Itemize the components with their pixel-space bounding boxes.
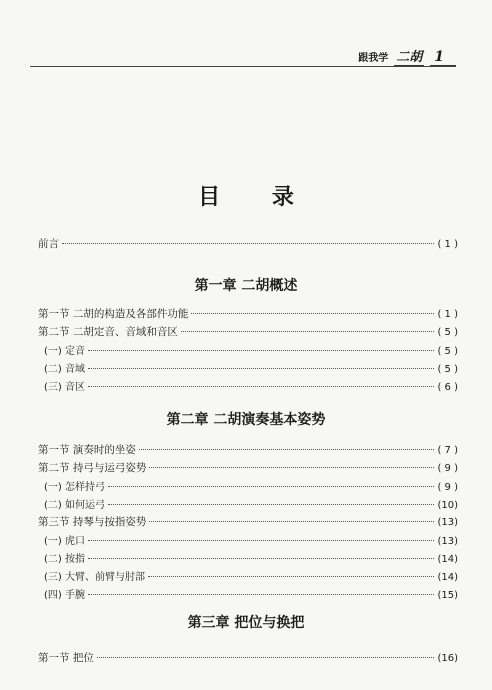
toc-page: ( 9 ) bbox=[437, 463, 458, 474]
toc-label: (二) 音域 bbox=[44, 364, 85, 375]
toc-page: (10) bbox=[437, 500, 458, 511]
toc-page: (14) bbox=[437, 554, 458, 565]
toc-page: ( 6 ) bbox=[437, 382, 458, 393]
toc-label: 第一节 二胡的构造及各部件功能 bbox=[38, 308, 189, 320]
leader-dots bbox=[108, 486, 434, 487]
toc-page: (16) bbox=[437, 653, 458, 664]
toc-label: 前言 bbox=[38, 238, 59, 250]
leader-dots bbox=[88, 350, 434, 351]
leader-dots bbox=[108, 504, 434, 505]
toc-label: 第一节 把位 bbox=[38, 652, 94, 664]
toc-page: (15) bbox=[437, 590, 458, 601]
toc-page: ( 5 ) bbox=[437, 346, 458, 357]
toc-page: ( 5 ) bbox=[437, 364, 458, 375]
running-header bbox=[358, 46, 456, 66]
header-logo: 二胡 bbox=[394, 46, 424, 66]
leader-dots bbox=[149, 467, 434, 468]
toc-row[interactable] bbox=[38, 324, 458, 342]
toc-preface bbox=[38, 236, 458, 254]
toc-chapter-3 bbox=[38, 650, 458, 668]
header-text: 跟我学 bbox=[358, 53, 389, 64]
page-title: 目 录 bbox=[198, 185, 316, 210]
leader-dots bbox=[88, 386, 434, 387]
toc-label: (三) 大臂、前臂与肘部 bbox=[44, 572, 145, 583]
toc-label: (二) 按指 bbox=[44, 554, 85, 565]
leader-dots bbox=[88, 540, 434, 541]
toc-row[interactable] bbox=[38, 568, 458, 586]
toc-row[interactable] bbox=[38, 460, 458, 478]
toc-page: ( 7 ) bbox=[437, 445, 458, 456]
toc-page: (14) bbox=[437, 572, 458, 583]
toc-row[interactable] bbox=[38, 478, 458, 496]
toc-row[interactable] bbox=[38, 442, 458, 460]
toc-label: (一) 虎口 bbox=[44, 536, 85, 547]
leader-dots bbox=[148, 576, 434, 577]
toc-label: (二) 如何运弓 bbox=[44, 500, 105, 511]
leader-dots bbox=[88, 594, 434, 595]
toc-row[interactable] bbox=[38, 306, 458, 324]
toc-label: 第二节 二胡定音、音域和音区 bbox=[38, 326, 178, 338]
toc-label: (一) 定音 bbox=[44, 346, 85, 357]
chapter-title: 第二章 二胡演奏基本姿势 bbox=[166, 412, 326, 428]
leader-dots bbox=[88, 558, 434, 559]
toc-row[interactable] bbox=[38, 236, 458, 254]
toc-label: (四) 手腕 bbox=[44, 590, 85, 601]
toc-row[interactable] bbox=[38, 550, 458, 568]
toc-chapter-2 bbox=[38, 442, 458, 604]
leader-dots bbox=[139, 449, 435, 450]
toc-row[interactable] bbox=[38, 360, 458, 378]
leader-dots bbox=[149, 521, 434, 522]
toc-row[interactable] bbox=[38, 650, 458, 668]
chapter-title: 第一章 二胡概述 bbox=[194, 278, 298, 294]
toc-label: 第三节 持琴与按指姿势 bbox=[38, 516, 147, 528]
leader-dots bbox=[181, 331, 435, 332]
header-rule bbox=[30, 66, 456, 67]
toc-label: (三) 音区 bbox=[44, 382, 85, 393]
toc-row[interactable] bbox=[38, 378, 458, 396]
leader-dots bbox=[62, 243, 434, 244]
leader-dots bbox=[88, 368, 434, 369]
toc-page: ( 1 ) bbox=[437, 239, 458, 250]
toc-row[interactable] bbox=[38, 342, 458, 360]
toc-label: (一) 怎样持弓 bbox=[44, 482, 105, 493]
leader-dots bbox=[97, 657, 435, 658]
toc-page: ( 5 ) bbox=[437, 327, 458, 338]
toc-row[interactable] bbox=[38, 514, 458, 532]
leader-dots bbox=[191, 313, 434, 314]
toc-chapter-1 bbox=[38, 306, 458, 396]
toc-page: (13) bbox=[437, 536, 458, 547]
toc-page: (13) bbox=[437, 517, 458, 528]
chapter-title: 第三章 把位与换把 bbox=[187, 615, 305, 631]
toc-label: 第一节 演奏时的坐姿 bbox=[38, 444, 136, 456]
toc-row[interactable] bbox=[38, 586, 458, 604]
toc-label: 第二节 持弓与运弓姿势 bbox=[38, 462, 147, 474]
toc-row[interactable] bbox=[38, 532, 458, 550]
toc-page: ( 1 ) bbox=[437, 309, 458, 320]
toc-page: ( 9 ) bbox=[437, 482, 458, 493]
header-page-number: 1 bbox=[430, 49, 456, 66]
toc-row[interactable] bbox=[38, 496, 458, 514]
